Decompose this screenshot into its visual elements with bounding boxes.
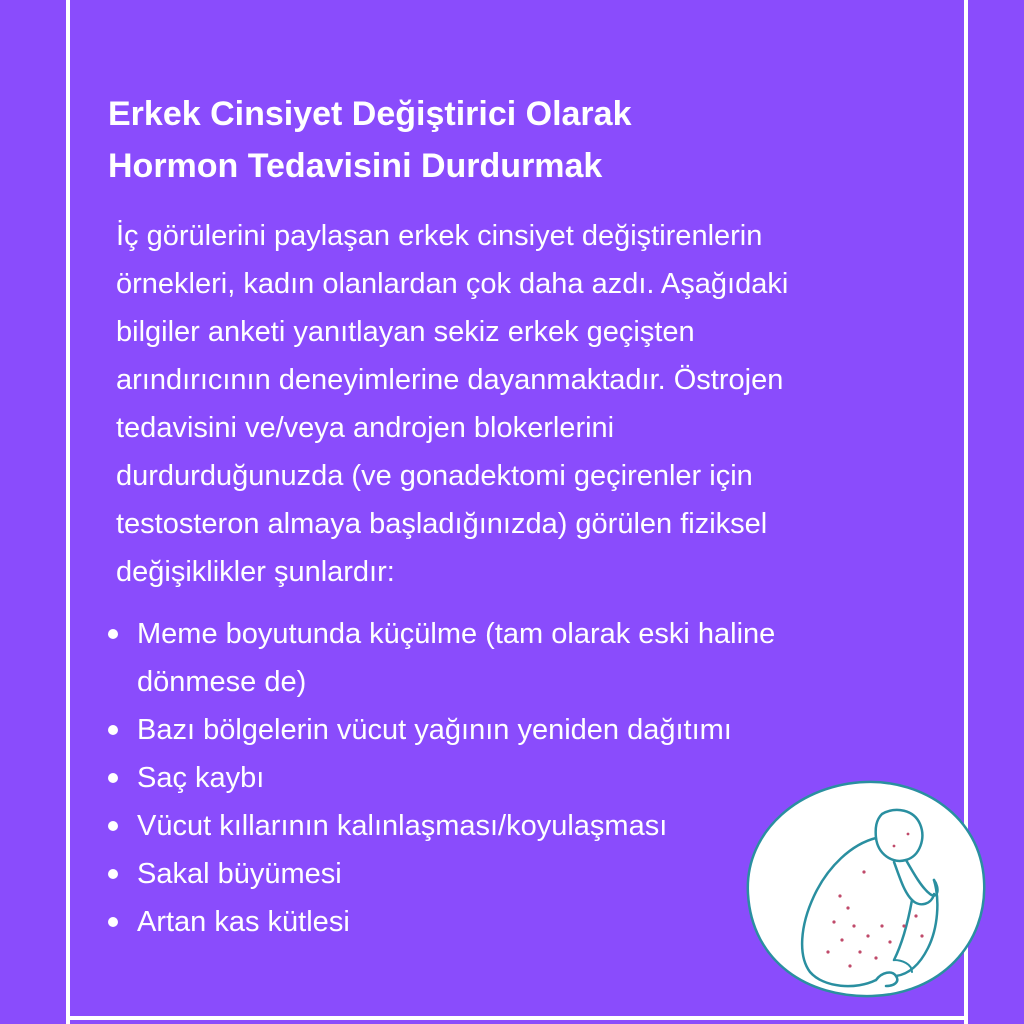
bullet-icon [108,773,118,783]
frame-left-border [66,0,70,1024]
paragraph-line: İç görülerini paylaşan erkek cinsiyet değiştirenlerin [116,220,763,252]
list-item-line: Vücut kıllarının kalınlaşması/koyulaşması [137,810,668,842]
bullet-icon [108,869,118,879]
paragraph-line: değişiklikler şunlardır: [116,556,395,588]
list-item [106,706,926,754]
list-item [106,610,926,706]
paragraph-line: testosteron almaya başladığınızda) görülen fiziksel [116,508,768,540]
bullet-icon [108,821,118,831]
illustration-background [748,782,984,996]
paragraph-line: tedavisini ve/veya androjen blokerlerini [116,412,615,444]
paragraph-line: bilgiler anketi yanıtlayan sekiz erkek geçişten [116,316,695,348]
figure-head [876,810,923,861]
title-line: Hormon Tedavisini Durdurmak [108,147,603,185]
title-line: Erkek Cinsiyet Değiştirici Olarak [108,95,632,133]
frame-bottom-border [66,1016,968,1020]
list-item-line: dönmese de) [137,666,307,698]
list-item-line: Sakal büyümesi [137,858,342,890]
page-title [108,88,928,192]
bullet-icon [108,629,118,639]
list-item-line: Artan kas kütlesi [137,906,350,938]
seated-figure-hugging-knees-icon [744,776,988,1000]
bullet-icon [108,725,118,735]
bullet-icon [108,917,118,927]
paragraph-line: arındırıcının deneyimlerine dayanmaktadır. Östrojen [116,364,784,396]
list-item-line: Bazı bölgelerin vücut yağının yeniden dağıtımı [137,714,732,746]
intro-paragraph [116,212,926,596]
paragraph-line: örnekleri, kadın olanlardan çok daha azdı. Aşağıdaki [116,268,789,300]
list-item-line: Meme boyutunda küçülme (tam olarak eski haline [137,618,776,650]
paragraph-line: durdurduğunuzda (ve gonadektomi geçirenler için [116,460,753,492]
list-item-line: Saç kaybı [137,762,265,794]
